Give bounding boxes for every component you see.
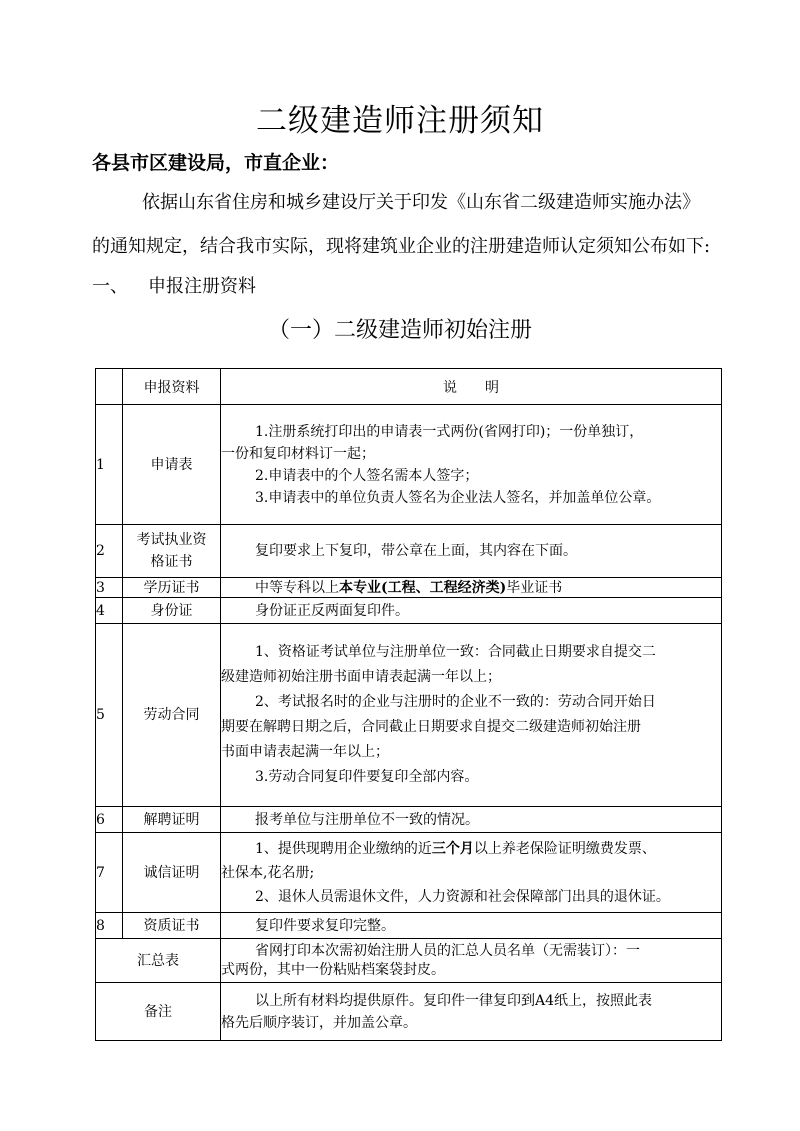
header-materials: 申报资料: [123, 369, 221, 405]
desc-text: 以上养老保险证明缴费发票、: [473, 840, 656, 857]
row-label: 申请表: [123, 405, 221, 525]
desc-line: 复印要求上下复印，带公章在上面，其内容在下面。: [255, 543, 577, 559]
table-row: [96, 598, 722, 624]
row-description: [221, 598, 722, 624]
desc-line: 2、退休人员需退休文件，人力资源和社会保障部门出具的退休证。: [255, 888, 670, 905]
registration-materials-table: [95, 368, 722, 1041]
row-label: 诚信证明: [123, 833, 221, 913]
desc-line: 1、资格证考试单位与注册单位一致：合同截止日期要求自提交二: [255, 644, 656, 660]
remarks-row: [96, 983, 722, 1041]
section-number: 一、: [92, 276, 128, 297]
remarks-description: [221, 983, 722, 1041]
row-number: 7: [96, 833, 123, 913]
table-header-row: [96, 369, 722, 405]
desc-text: 毕业证书: [506, 579, 563, 596]
desc-line: 格先后顺序装订，并加盖公章。: [221, 1014, 417, 1031]
desc-line: 式两份，其中一份粘贴档案袋封皮。: [221, 961, 445, 978]
intro-line-1: 依据山东省住房和城乡建设厅关于印发《山东省二级建造师实施办法》: [142, 192, 700, 213]
desc-line: 报考单位与注册单位不一致的情况。: [255, 811, 479, 828]
desc-line: 以上所有材料均提供原件。复印件一律复印到A4纸上，按照此表: [255, 992, 653, 1009]
desc-text: 中等专科以上: [255, 579, 339, 596]
row-number: 4: [96, 598, 123, 624]
row-description: [221, 624, 722, 807]
header-num-cell: [96, 369, 123, 405]
document-title: 二级建造师注册须知: [256, 103, 544, 139]
row-number: 1: [96, 405, 123, 525]
remarks-label: 备注: [96, 983, 221, 1041]
row-description: [221, 913, 722, 939]
row-label: 身份证: [123, 598, 221, 624]
table-subtitle: （一）二级建造师初始注册: [267, 318, 532, 343]
summary-description: [221, 939, 722, 983]
summary-row: [96, 939, 722, 983]
section-heading: [92, 272, 256, 298]
table-row: [96, 525, 722, 578]
desc-line: 社保本,花名册;: [221, 864, 315, 881]
section-title: 申报注册资料: [148, 276, 256, 297]
table-row: [96, 807, 722, 833]
row-description: [221, 525, 722, 578]
row-description: [221, 405, 722, 525]
row-label: 资质证书: [123, 913, 221, 939]
table-row: [96, 624, 722, 807]
desc-line: 书面申请表起满一年以上；: [221, 744, 389, 760]
header-description: 说 明: [221, 369, 722, 405]
row-label: 考试执业资格证书: [123, 525, 221, 578]
desc-line: 1.注册系统打印出的申请表一式两份(省网打印)；一份单独订，: [255, 423, 644, 440]
table-row: [96, 578, 722, 598]
desc-line: 2、考试报名时的企业与注册时的企业不一致的：劳动合同开始日: [255, 694, 656, 710]
table-row: [96, 913, 722, 939]
table-row: [96, 833, 722, 913]
desc-text: 1、提供现聘用企业缴纳的近: [255, 840, 432, 857]
desc-line: 3.劳动合同复印件要复印全部内容。: [255, 769, 479, 785]
row-description: [221, 578, 722, 598]
row-number: 8: [96, 913, 123, 939]
desc-line: [221, 837, 721, 861]
desc-line: 身份证正反两面复印件。: [255, 602, 409, 619]
table-row: [96, 405, 722, 525]
row-number: 5: [96, 624, 123, 807]
row-label: 劳动合同: [123, 624, 221, 807]
desc-line: 一份和复印材料订一起；: [221, 445, 375, 462]
row-number: 2: [96, 525, 123, 578]
row-label: 解聘证明: [123, 807, 221, 833]
desc-line: 级建造师初始注册书面申请表起满一年以上；: [221, 669, 501, 685]
desc-bold-text: 三个月: [431, 840, 474, 857]
desc-line: 省网打印本次需初始注册人员的汇总人员名单（无需装订）：一: [255, 942, 640, 959]
salutation: 各县市区建设局，市直企业：: [92, 152, 340, 174]
desc-line: [221, 579, 721, 597]
summary-label: 汇总表: [96, 939, 221, 983]
row-number: 3: [96, 578, 123, 598]
row-label: 学历证书: [123, 578, 221, 598]
desc-line: 期要在解聘日期之后，合同截止日期要求自提交二级建造师初始注册: [221, 719, 641, 735]
desc-line: 3.申请表中的单位负责人签名为企业法人签名，并加盖单位公章。: [255, 489, 661, 506]
desc-line: 复印件要求复印完整。: [255, 917, 395, 934]
row-number: 6: [96, 807, 123, 833]
desc-bold-text: 本专业(工程、工程经济类): [339, 579, 507, 596]
row-description: [221, 807, 722, 833]
desc-line: 2.申请表中的个人签名需本人签字；: [255, 467, 479, 484]
row-description: [221, 833, 722, 913]
intro-line-2: 的通知规定，结合我市实际，现将建筑业企业的注册建造师认定须知公布如下:: [92, 236, 711, 257]
